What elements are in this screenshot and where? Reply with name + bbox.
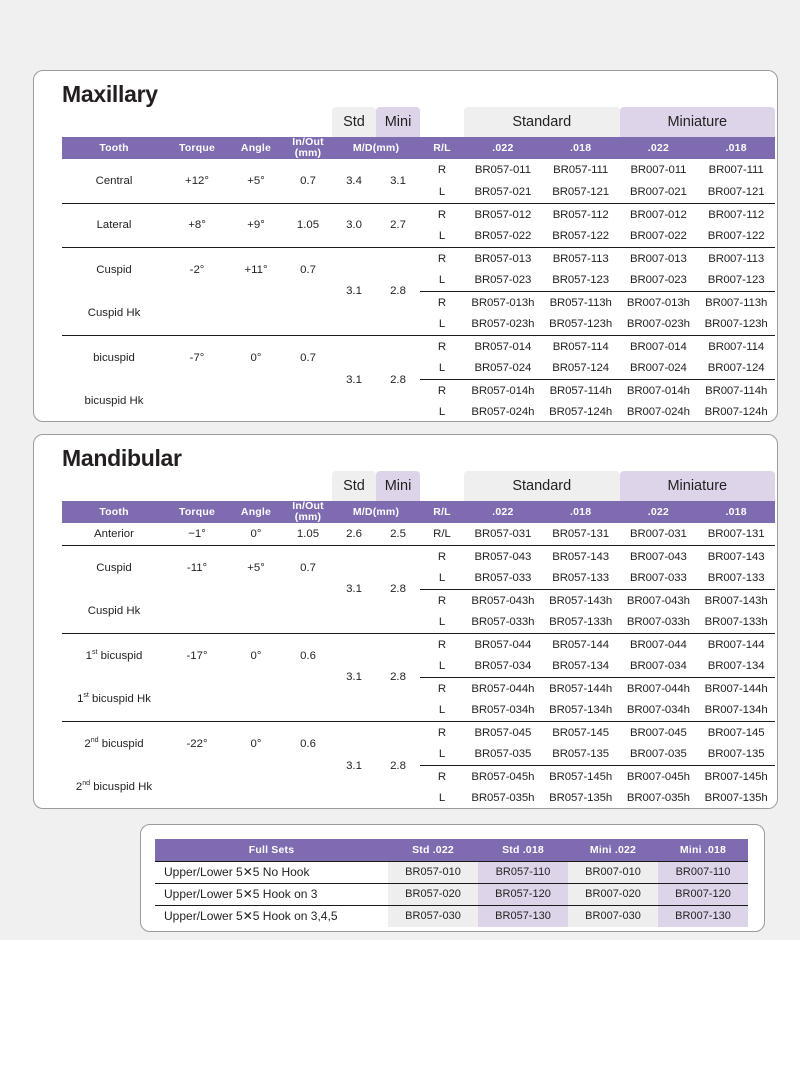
md-mini-value: 2.8 [376,633,420,721]
fs-code-std-018: BR057-110 [478,861,568,883]
band-miniature: Miniature [620,107,776,137]
code-mini-018: BR007-124h [697,401,775,422]
full-sets-table [155,839,748,927]
mandibular-card [33,434,778,809]
torque-value: -7° [166,335,228,379]
col-header-mini-022: .022 [620,137,698,159]
table-row [155,883,748,905]
rl-value: R [420,765,464,787]
tooth-label-rest: bicuspid Hk [90,781,153,794]
code-std-018: BR057-122 [542,225,620,247]
code-mini-018: BR007-124 [697,357,775,379]
table-row [62,523,775,545]
rl-value: R [420,677,464,699]
code-mini-022: BR007-022 [620,225,698,247]
fs-code-std-018: BR057-120 [478,883,568,905]
inout-value-empty [284,765,332,809]
angle-value-empty [228,291,284,335]
angle-value: 0° [228,633,284,677]
code-std-022: BR057-023h [464,313,542,335]
inout-value: 0.7 [284,335,332,379]
code-std-022: BR057-043 [464,545,542,567]
fs-code-mini-018: BR007-120 [658,883,748,905]
torque-value: -2° [166,247,228,291]
fs-col-header-label: Full Sets [155,839,388,861]
code-mini-022: BR007-013h [620,291,698,313]
torque-value: -11° [166,545,228,589]
col-header-rl: R/L [420,501,464,523]
code-std-022: BR057-024 [464,357,542,379]
code-std-022: BR057-011 [464,159,542,181]
code-std-022: BR057-023 [464,269,542,291]
rl-value: L [420,567,464,589]
code-std-018: BR057-123h [542,313,620,335]
table-row [62,545,775,567]
angle-value: +5° [228,159,284,203]
band-std: Std [332,471,376,501]
fs-col-header-std-022: Std .022 [388,839,478,861]
inout-value: 0.7 [284,545,332,589]
band-spacer-rl [420,107,464,137]
maxillary-title: Maxillary [62,81,158,107]
code-mini-022: BR007-024 [620,357,698,379]
md-std-value: 2.6 [332,523,376,545]
code-mini-018: BR007-113h [697,291,775,313]
fs-col-header-std-018: Std .018 [478,839,568,861]
code-mini-022: BR007-014h [620,379,698,401]
code-mini-018: BR007-144 [697,633,775,655]
col-header-mini-018: .018 [697,137,775,159]
inout-value: 0.6 [284,721,332,765]
code-mini-022: BR007-034h [620,699,698,721]
mandibular-title: Mandibular [62,445,182,471]
angle-value: 0° [228,335,284,379]
tooth-label-hook: bicuspid Hk [62,379,166,422]
table-row [62,203,775,225]
inout-value: 0.7 [284,247,332,291]
code-std-018: BR057-135 [542,743,620,765]
fs-row-label: Upper/Lower 5✕5 No Hook [155,861,388,883]
table-row [62,159,775,181]
tooth-label-hook: Cuspid Hk [62,291,166,335]
code-std-022: BR057-035h [464,787,542,809]
table-row [62,335,775,357]
rl-value: R [420,335,464,357]
tooth-label-rest: bicuspid [97,649,143,662]
rl-value: L [420,269,464,291]
code-std-018: BR057-112 [542,203,620,225]
col-header-inout [284,137,332,159]
table-row [62,633,775,655]
col-header-inout-line2: (mm) [294,147,322,160]
code-mini-018: BR007-135 [697,743,775,765]
code-std-022: BR057-031 [464,523,542,545]
fs-col-header-mini-022: Mini .022 [568,839,658,861]
code-mini-022: BR007-014 [620,335,698,357]
code-std-022: BR057-033h [464,611,542,633]
code-mini-022: BR007-044h [620,677,698,699]
torque-value-empty [166,765,228,809]
tooth-label: Cuspid [62,545,166,589]
code-mini-018: BR007-113 [697,247,775,269]
code-mini-022: BR007-034 [620,655,698,677]
rl-value: R [420,247,464,269]
rl-value: R [420,633,464,655]
code-std-018: BR057-113h [542,291,620,313]
fs-code-mini-018: BR007-130 [658,905,748,927]
fs-row-label: Upper/Lower 5✕5 Hook on 3,4,5 [155,905,388,927]
md-mini-value: 2.5 [376,523,420,545]
full-sets-header-row [155,839,748,861]
code-std-018: BR057-134h [542,699,620,721]
torque-value: -17° [166,633,228,677]
col-header-torque: Torque [166,137,228,159]
tooth-label: Anterior [62,523,166,545]
code-std-022: BR057-012 [464,203,542,225]
code-mini-018: BR007-145h [697,765,775,787]
code-mini-018: BR007-144h [697,677,775,699]
code-mini-022: BR007-031 [620,523,698,545]
code-std-022: BR057-045 [464,721,542,743]
rl-value: R [420,721,464,743]
rl-value: L [420,787,464,809]
code-mini-018: BR007-122 [697,225,775,247]
md-std-value: 3.0 [332,203,376,247]
band-spacer-rl [420,471,464,501]
code-mini-022: BR007-043 [620,545,698,567]
tooth-label-hook: Cuspid Hk [62,589,166,633]
col-header-inout [284,501,332,523]
code-mini-022: BR007-021 [620,181,698,203]
code-std-018: BR057-131 [542,523,620,545]
code-std-022: BR057-014h [464,379,542,401]
tooth-ordinal-num: 1 [77,693,84,706]
code-std-022: BR057-043h [464,589,542,611]
tooth-label: Lateral [62,203,166,247]
code-mini-022: BR007-033 [620,567,698,589]
code-mini-018: BR007-114 [697,335,775,357]
col-header-md: M/D(mm) [332,501,420,523]
maxillary-card [33,70,778,422]
code-mini-018: BR007-145 [697,721,775,743]
rl-value: L [420,743,464,765]
fs-code-mini-018: BR007-110 [658,861,748,883]
maxillary-table [62,107,775,422]
inout-value: 1.05 [284,523,332,545]
code-std-022: BR057-013 [464,247,542,269]
fs-code-mini-022: BR007-010 [568,861,658,883]
tooth-ordinal-sup: st [83,692,89,700]
code-mini-018: BR007-133 [697,567,775,589]
code-std-018: BR057-133h [542,611,620,633]
code-mini-022: BR007-045h [620,765,698,787]
rl-value: L [420,181,464,203]
code-mini-018: BR007-123h [697,313,775,335]
angle-value-empty [228,379,284,422]
band-spacer-left [62,107,332,137]
code-std-018: BR057-111 [542,159,620,181]
code-std-018: BR057-124h [542,401,620,422]
tooth-label: Central [62,159,166,203]
code-mini-018: BR007-134 [697,655,775,677]
col-header-inout-line1: In/Out [292,136,324,149]
table-row [62,721,775,743]
code-std-018: BR057-135h [542,787,620,809]
code-std-018: BR057-114 [542,335,620,357]
md-std-value: 3.1 [332,247,376,335]
code-std-022: BR057-033 [464,567,542,589]
code-std-018: BR057-134 [542,655,620,677]
code-std-018: BR057-144h [542,677,620,699]
col-header-inout-line2: (mm) [294,511,322,524]
band-standard: Standard [464,107,620,137]
tooth-label-rest: bicuspid [98,737,144,750]
maxillary-header-row [62,137,775,159]
rl-value: L [420,401,464,422]
table-row [155,861,748,883]
angle-value-empty [228,677,284,721]
torque-value: +12° [166,159,228,203]
col-header-angle: Angle [228,501,284,523]
col-header-angle: Angle [228,137,284,159]
fs-row-label: Upper/Lower 5✕5 Hook on 3 [155,883,388,905]
col-header-std-018: .018 [542,501,620,523]
code-std-022: BR057-034 [464,655,542,677]
rl-value: L [420,699,464,721]
md-std-value: 3.4 [332,159,376,203]
code-mini-018: BR007-143h [697,589,775,611]
rl-value: L [420,357,464,379]
inout-value: 0.6 [284,633,332,677]
code-std-018: BR057-143h [542,589,620,611]
tooth-label [62,721,166,765]
code-std-022: BR057-021 [464,181,542,203]
angle-value: 0° [228,523,284,545]
code-std-018: BR057-121 [542,181,620,203]
code-std-022: BR057-044h [464,677,542,699]
col-header-torque: Torque [166,501,228,523]
inout-value-empty [284,589,332,633]
code-mini-022: BR007-044 [620,633,698,655]
torque-value-empty [166,589,228,633]
rl-value: R [420,589,464,611]
code-std-018: BR057-124 [542,357,620,379]
md-mini-value: 2.8 [376,545,420,633]
col-header-md: M/D(mm) [332,137,420,159]
code-mini-022: BR007-013 [620,247,698,269]
md-mini-value: 2.7 [376,203,420,247]
code-mini-022: BR007-024h [620,401,698,422]
code-mini-022: BR007-012 [620,203,698,225]
torque-value: −1° [166,523,228,545]
code-mini-022: BR007-011 [620,159,698,181]
rl-value: L [420,611,464,633]
tooth-label [62,633,166,677]
rl-value: L [420,225,464,247]
code-mini-022: BR007-023h [620,313,698,335]
md-mini-value: 2.8 [376,335,420,422]
tooth-label: bicuspid [62,335,166,379]
col-header-rl: R/L [420,137,464,159]
col-header-std-022: .022 [464,501,542,523]
tooth-label-hook [62,765,166,809]
mandibular-band-row [62,471,775,501]
code-mini-022: BR007-033h [620,611,698,633]
code-std-022: BR057-024h [464,401,542,422]
md-mini-value: 2.8 [376,247,420,335]
code-mini-018: BR007-123 [697,269,775,291]
inout-value-empty [284,379,332,422]
col-header-std-022: .022 [464,137,542,159]
code-mini-018: BR007-135h [697,787,775,809]
fs-code-std-022: BR057-020 [388,883,478,905]
fs-code-std-022: BR057-030 [388,905,478,927]
col-header-tooth: Tooth [62,501,166,523]
code-mini-018: BR007-114h [697,379,775,401]
fs-code-mini-022: BR007-020 [568,883,658,905]
rl-value: R [420,291,464,313]
angle-value: +5° [228,545,284,589]
code-std-022: BR057-044 [464,633,542,655]
code-std-018: BR057-133 [542,567,620,589]
code-mini-022: BR007-045 [620,721,698,743]
angle-value: 0° [228,721,284,765]
inout-value-empty [284,291,332,335]
code-mini-018: BR007-134h [697,699,775,721]
col-header-mini-022: .022 [620,501,698,523]
col-header-mini-018: .018 [697,501,775,523]
fs-code-mini-022: BR007-030 [568,905,658,927]
code-std-018: BR057-145 [542,721,620,743]
mandibular-table [62,471,775,809]
band-std: Std [332,107,376,137]
code-mini-018: BR007-133h [697,611,775,633]
code-std-022: BR057-035 [464,743,542,765]
rl-value: L [420,313,464,335]
code-mini-018: BR007-143 [697,545,775,567]
md-std-value: 3.1 [332,721,376,809]
fs-col-header-mini-018: Mini .018 [658,839,748,861]
angle-value-empty [228,589,284,633]
band-mini: Mini [376,471,420,501]
band-spacer-left [62,471,332,501]
tooth-ordinal-sup: nd [82,780,91,788]
code-mini-022: BR007-035h [620,787,698,809]
code-std-022: BR057-014 [464,335,542,357]
code-mini-022: BR007-043h [620,589,698,611]
col-header-std-018: .018 [542,137,620,159]
tooth-label: Cuspid [62,247,166,291]
band-miniature: Miniature [620,471,776,501]
col-header-inout-line1: In/Out [292,500,324,513]
md-std-value: 3.1 [332,335,376,422]
table-row [155,905,748,927]
band-standard: Standard [464,471,620,501]
angle-value: +11° [228,247,284,291]
rl-value: R/L [420,523,464,545]
torque-value-empty [166,291,228,335]
inout-value-empty [284,677,332,721]
angle-value: +9° [228,203,284,247]
tooth-ordinal-sup: nd [90,736,99,744]
code-mini-022: BR007-023 [620,269,698,291]
tooth-ordinal-num: 2 [84,737,91,750]
code-mini-018: BR007-111 [697,159,775,181]
col-header-tooth: Tooth [62,137,166,159]
tooth-label-rest: bicuspid Hk [88,693,151,706]
md-mini-value: 2.8 [376,721,420,809]
code-std-018: BR057-143 [542,545,620,567]
code-std-018: BR057-144 [542,633,620,655]
code-std-022: BR057-034h [464,699,542,721]
tooth-ordinal-sup: st [91,648,98,656]
code-std-022: BR057-045h [464,765,542,787]
torque-value: +8° [166,203,228,247]
code-mini-022: BR007-035 [620,743,698,765]
code-std-018: BR057-123 [542,269,620,291]
torque-value: -22° [166,721,228,765]
inout-value: 1.05 [284,203,332,247]
code-std-022: BR057-013h [464,291,542,313]
full-sets-card [140,824,765,932]
angle-value-empty [228,765,284,809]
mandibular-header-row [62,501,775,523]
code-std-018: BR057-113 [542,247,620,269]
code-std-018: BR057-145h [542,765,620,787]
code-mini-018: BR007-121 [697,181,775,203]
code-std-018: BR057-114h [542,379,620,401]
md-std-value: 3.1 [332,633,376,721]
code-mini-018: BR007-112 [697,203,775,225]
rl-value: R [420,379,464,401]
tooth-ordinal-num: 1 [85,649,92,662]
md-std-value: 3.1 [332,545,376,633]
torque-value-empty [166,677,228,721]
tooth-label-hook [62,677,166,721]
rl-value: R [420,545,464,567]
fs-code-std-022: BR057-010 [388,861,478,883]
rl-value: R [420,203,464,225]
md-mini-value: 3.1 [376,159,420,203]
maxillary-band-row [62,107,775,137]
tooth-ordinal-num: 2 [75,781,83,794]
table-row [62,247,775,269]
code-mini-018: BR007-131 [697,523,775,545]
torque-value-empty [166,379,228,422]
band-mini: Mini [376,107,420,137]
rl-value: R [420,159,464,181]
fs-code-std-018: BR057-130 [478,905,568,927]
rl-value: L [420,655,464,677]
code-std-022: BR057-022 [464,225,542,247]
inout-value: 0.7 [284,159,332,203]
